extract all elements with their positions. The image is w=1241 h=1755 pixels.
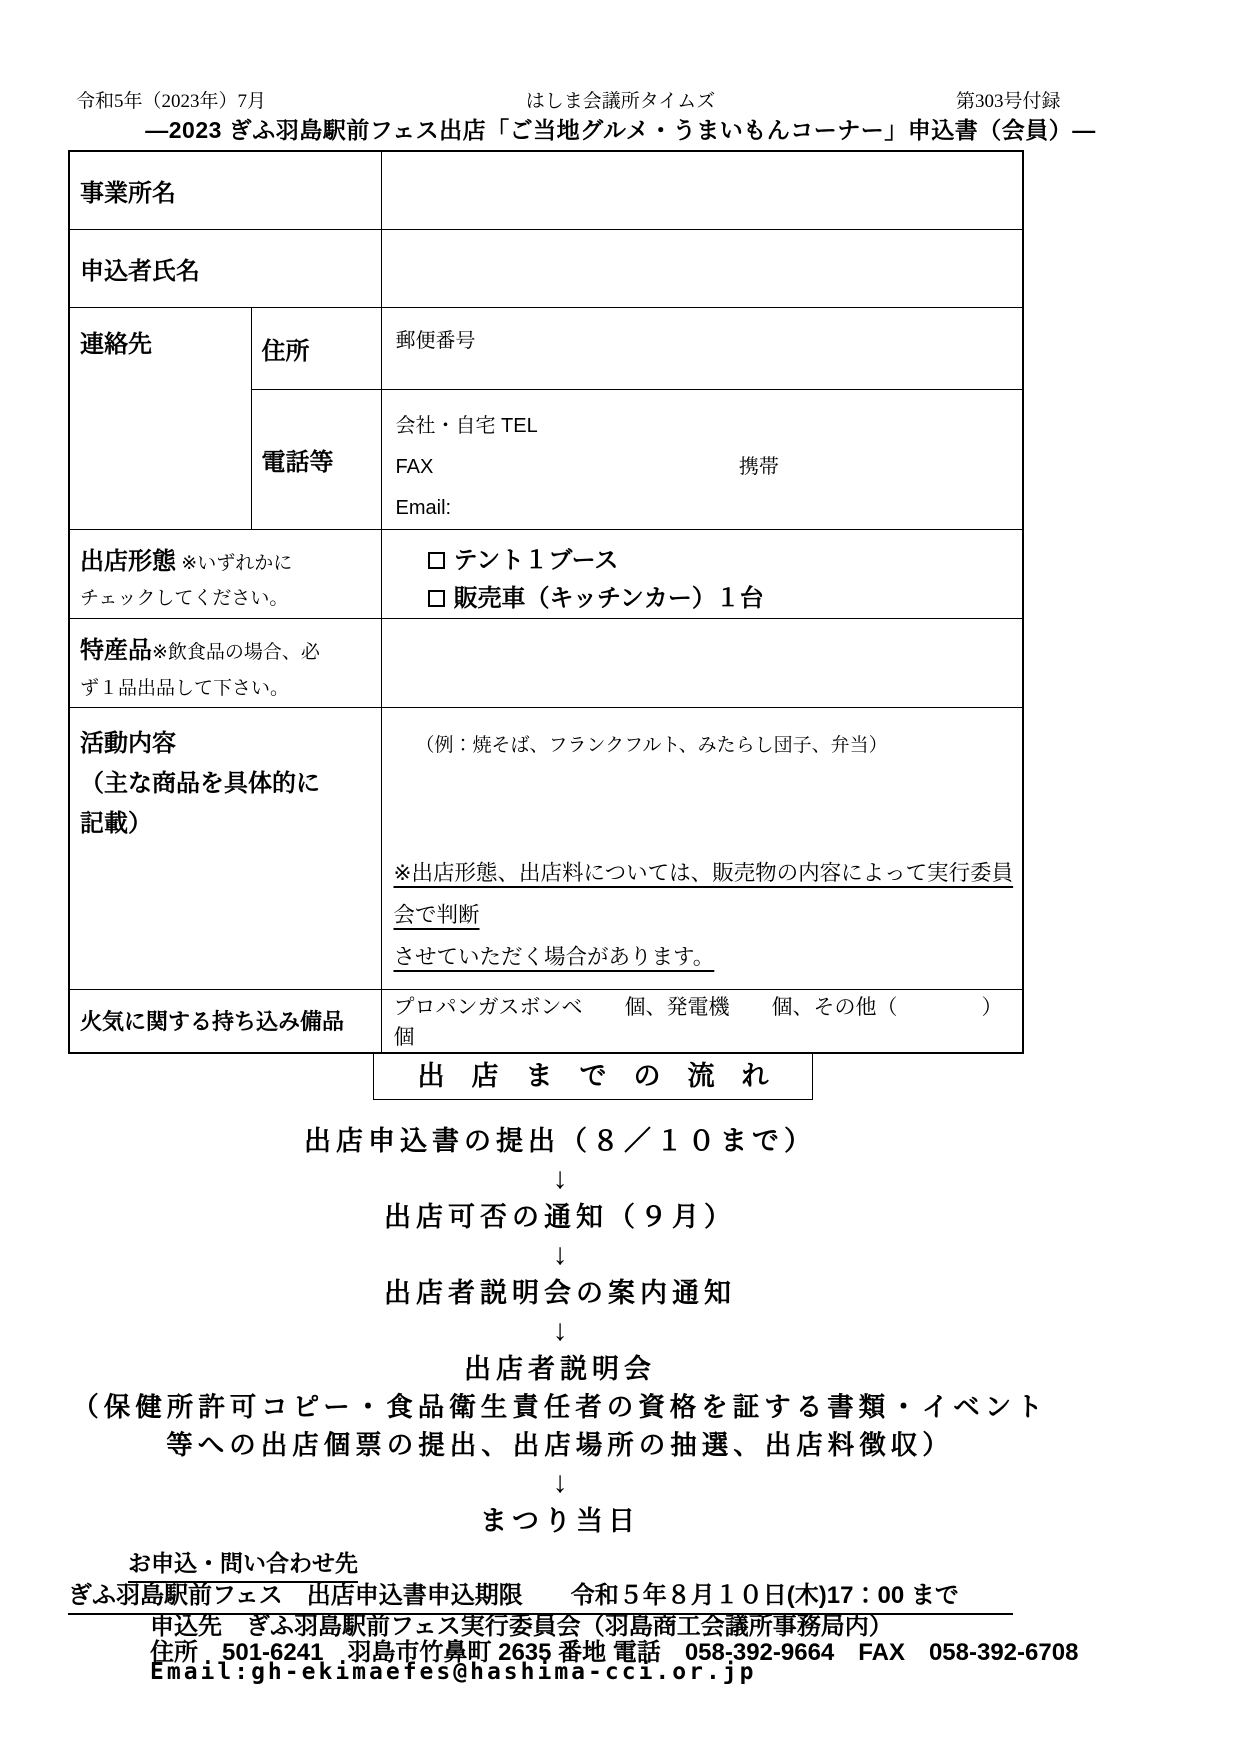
page-header [0, 86, 1241, 112]
down-arrow-icon: ↓ [552, 1162, 568, 1195]
down-arrow-icon: ↓ [552, 1466, 568, 1499]
address-label: 住所 [251, 307, 381, 389]
fire-items-input-cell[interactable]: プロパンガスボンベ 個、発電機 個、その他（ ） 個 [381, 989, 1023, 1053]
specialty-label-cell [69, 618, 381, 707]
phone-label: 電話等 [251, 389, 381, 529]
phone-fax-line [396, 447, 1023, 488]
applicant-name-label: 申込者氏名 [69, 229, 381, 307]
booth-options-cell [381, 529, 1023, 618]
email-label: Email: [395, 496, 452, 519]
activity-label-line3: 記載） [80, 809, 152, 837]
contact-label: 連絡先 [69, 307, 251, 529]
down-arrow-icon: ↓ [552, 1238, 568, 1271]
flow-step-5: まつり当日 [480, 1506, 640, 1536]
business-name-label: 事業所名 [69, 151, 381, 229]
booth-option-tent[interactable] [428, 542, 1023, 580]
activity-note-line1: ※出店形態、出店料については、販売物の内容によって実行委員会で判断 [393, 860, 1014, 927]
specialty-note1: ※飲食品の場合、必 [152, 641, 320, 663]
tel-label: 会社・自宅 TEL [395, 414, 538, 437]
phone-tel-line [396, 406, 1023, 447]
booth-type-label: 出店形態 [80, 547, 176, 575]
activity-label-line2: （主な商品を具体的に [80, 769, 320, 797]
business-name-input-cell[interactable] [381, 151, 1023, 229]
activity-note-line2: させていただく場合があります。 [393, 944, 715, 969]
flow-step-2: 出店可否の通知（９月） [384, 1202, 736, 1232]
phone-input-cell[interactable] [381, 389, 1023, 529]
activity-input-cell[interactable] [381, 707, 1023, 989]
applicant-name-input-cell[interactable] [381, 229, 1023, 307]
booth-type-row [69, 529, 1023, 618]
booth-option-kitchen-car[interactable] [428, 580, 1023, 618]
checkbox-icon[interactable] [428, 590, 445, 607]
flow-steps [0, 1122, 1120, 1540]
booth-type-note1: ※いずれかに [181, 552, 293, 574]
mobile-label: 携帯 [738, 455, 779, 478]
business-name-row [69, 151, 1023, 229]
address-input-cell[interactable] [381, 307, 1023, 389]
applicant-name-row [69, 229, 1023, 307]
flow-step-3: 出店者説明会の案内通知 [384, 1278, 736, 1308]
application-form-table [68, 150, 1024, 1054]
specialty-note2: ず１品出品して下さい。 [80, 677, 290, 699]
fax-label: FAX [395, 455, 434, 478]
activity-label-line1: 活動内容 [80, 729, 176, 757]
application-deadline: ぎふ羽島駅前フェス 出店申込書申込期限 令和５年８月１０日(木)17：00 まで [68, 1575, 1013, 1615]
newsletter-title: はしま会議所タイムズ [525, 91, 716, 112]
activity-notes [382, 852, 1023, 986]
flow-step-1: 出店申込書の提出（８／１０まで） [304, 1126, 816, 1156]
flow-step-4-detail2: 等への出店個票の提出、出店場所の抽選、出店料徴収） [166, 1430, 954, 1460]
specialty-row [69, 618, 1023, 707]
issue-date: 令和5年（2023年）7月 [76, 91, 267, 112]
issue-number: 第303号付録 [956, 91, 1061, 112]
booth-type-label-cell [69, 529, 381, 618]
booth-option-tent-label: テント１ブース [453, 546, 619, 574]
flow-step-4: 出店者説明会 [464, 1354, 656, 1384]
form-title: ―2023 ぎふ羽島駅前フェス出店「ご当地グルメ・うまいもんコーナー」申込書（会員）― [145, 117, 1096, 143]
down-arrow-icon: ↓ [552, 1314, 568, 1347]
fire-items-row [69, 989, 1023, 1053]
office-email-line: Email:gh-ekimaefes@hashima-cci.or.jp [150, 1659, 757, 1685]
office-address-line: 住所 501-6241 羽島市竹鼻町 2635 番地 電話 058-392-9664 FAX 058-392-6708 [150, 1639, 1079, 1666]
phone-email-line [396, 488, 1023, 529]
booth-option-kitchen-car-label: 販売車（キッチンカー）１台 [453, 584, 764, 612]
activity-example: （例：焼そば、フランクフルト、みたらし団子、弁当） [415, 734, 888, 756]
booth-type-note2: チェックしてください。 [80, 587, 289, 609]
activity-label-cell [69, 707, 381, 989]
specialty-input-cell[interactable] [381, 618, 1023, 707]
apply-to-line: 申込先 ぎふ羽島駅前フェス実行委員会（羽島商工会議所事務局内） [150, 1613, 893, 1640]
activity-row [69, 707, 1023, 989]
fire-items-label: 火気に関する持ち込み備品 [69, 989, 381, 1053]
specialty-label: 特産品 [80, 636, 152, 664]
address-row [69, 307, 1023, 389]
inquiry-heading: お申込・問い合わせ先 [128, 1545, 358, 1583]
flow-step-4-detail1: （保健所許可コピー・食品衛生責任者の資格を証する書類・イベント [72, 1392, 1048, 1422]
flow-title-box: 出 店 ま で の 流 れ [373, 1052, 813, 1100]
checkbox-icon[interactable] [428, 552, 445, 569]
postal-code-hint: 郵便番号 [395, 329, 476, 352]
